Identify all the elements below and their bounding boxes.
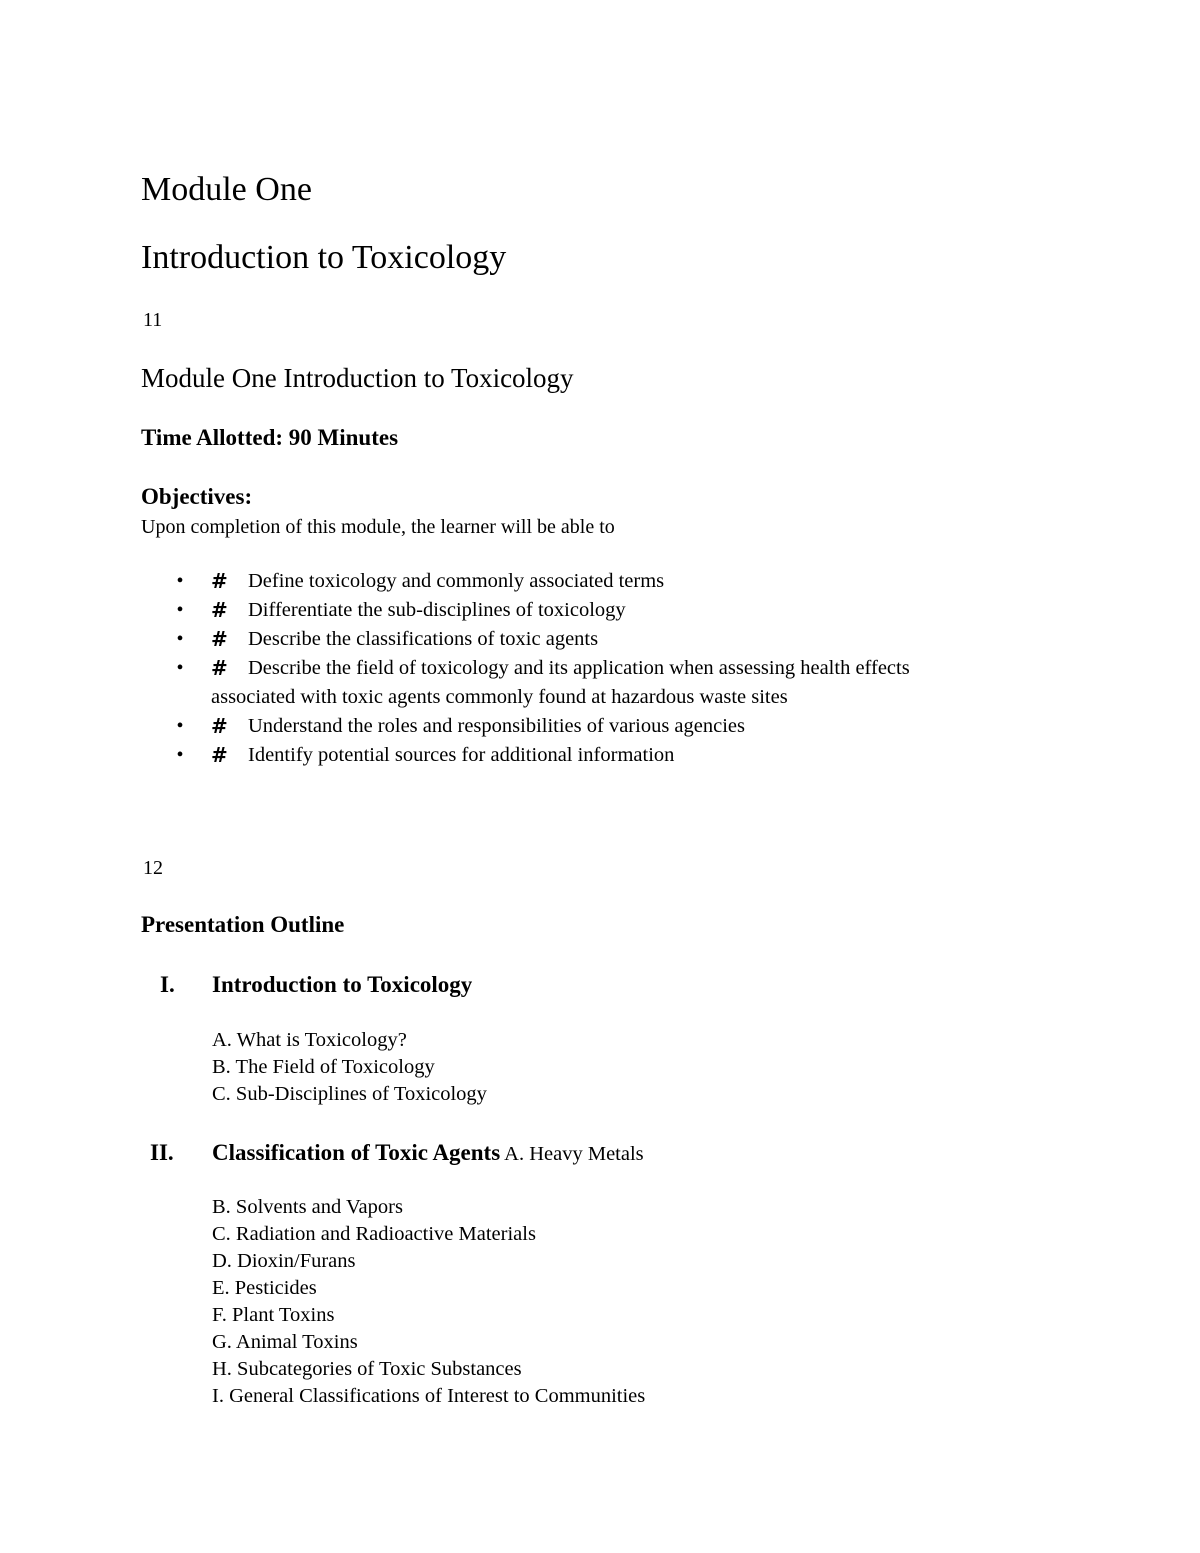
bullet-icon: • xyxy=(176,599,184,621)
time-allotted: Time Allotted: 90 Minutes xyxy=(141,425,399,450)
list-item: F. Plant Toxins xyxy=(212,1304,335,1326)
outline-heading-row xyxy=(212,1139,644,1170)
list-item xyxy=(173,712,1073,741)
hash-icon: # xyxy=(211,656,228,680)
bullet-icon: • xyxy=(176,657,184,679)
list-item xyxy=(173,567,1073,596)
hash-icon: # xyxy=(211,627,228,651)
outline-numeral: I. xyxy=(160,972,175,997)
outline-sublist xyxy=(212,1027,487,1108)
objective-text: Describe the field of toxicology and its application when assessing health effects xyxy=(248,657,910,679)
objective-text: Understand the roles and responsibilities of various agencies xyxy=(248,715,745,737)
objective-text: Differentiate the sub-disciplines of toxicology xyxy=(248,599,626,621)
list-item: E. Pesticides xyxy=(212,1277,317,1299)
page-number: 11 xyxy=(143,309,163,331)
outline-heading: Classification of Toxic Agents xyxy=(212,1140,501,1165)
list-item xyxy=(173,741,1073,770)
page-number: 12 xyxy=(143,857,163,879)
list-item: A. What is Toxicology? xyxy=(212,1029,407,1051)
hash-icon: # xyxy=(211,714,228,738)
list-item: C. Sub-Disciplines of Toxicology xyxy=(212,1083,487,1105)
list-item: B. Solvents and Vapors xyxy=(212,1196,403,1218)
objective-text: Define toxicology and commonly associated terms xyxy=(248,570,665,592)
objectives-label: Objectives: xyxy=(141,484,253,509)
objective-continuation: associated with toxic agents commonly found at hazardous waste sites xyxy=(211,686,788,708)
objective-text: Identify potential sources for additional information xyxy=(248,744,675,766)
outline-sublist xyxy=(212,1194,645,1410)
list-item: G. Animal Toxins xyxy=(212,1331,358,1353)
hash-icon: # xyxy=(211,569,228,593)
outline-heading: Introduction to Toxicology xyxy=(212,972,473,997)
objective-text: Describe the classifications of toxic agents xyxy=(248,628,599,650)
bullet-icon: • xyxy=(176,715,184,737)
list-item xyxy=(173,654,1073,712)
bullet-icon: • xyxy=(176,628,184,650)
objectives-intro: Upon completion of this module, the learner will be able to xyxy=(141,516,615,538)
list-item xyxy=(173,625,1073,654)
hash-icon: # xyxy=(211,598,228,622)
bullet-icon: • xyxy=(176,744,184,766)
outline-inline-item: A. Heavy Metals xyxy=(504,1143,644,1165)
list-item: C. Radiation and Radioactive Materials xyxy=(212,1223,536,1245)
list-item: D. Dioxin/Furans xyxy=(212,1250,356,1272)
hash-icon: # xyxy=(211,743,228,767)
list-item xyxy=(173,596,1073,625)
list-item: H. Subcategories of Toxic Substances xyxy=(212,1358,522,1380)
list-item: B. The Field of Toxicology xyxy=(212,1056,435,1078)
bullet-icon: • xyxy=(176,570,184,592)
section-title: Module One Introduction to Toxicology xyxy=(141,363,574,393)
module-title: Module One xyxy=(141,171,312,208)
outline-numeral: II. xyxy=(150,1140,174,1165)
objectives-list xyxy=(173,567,1073,770)
list-item: I. General Classifications of Interest to Communities xyxy=(212,1385,646,1407)
module-subtitle: Introduction to Toxicology xyxy=(141,239,507,276)
outline-title: Presentation Outline xyxy=(141,912,345,937)
